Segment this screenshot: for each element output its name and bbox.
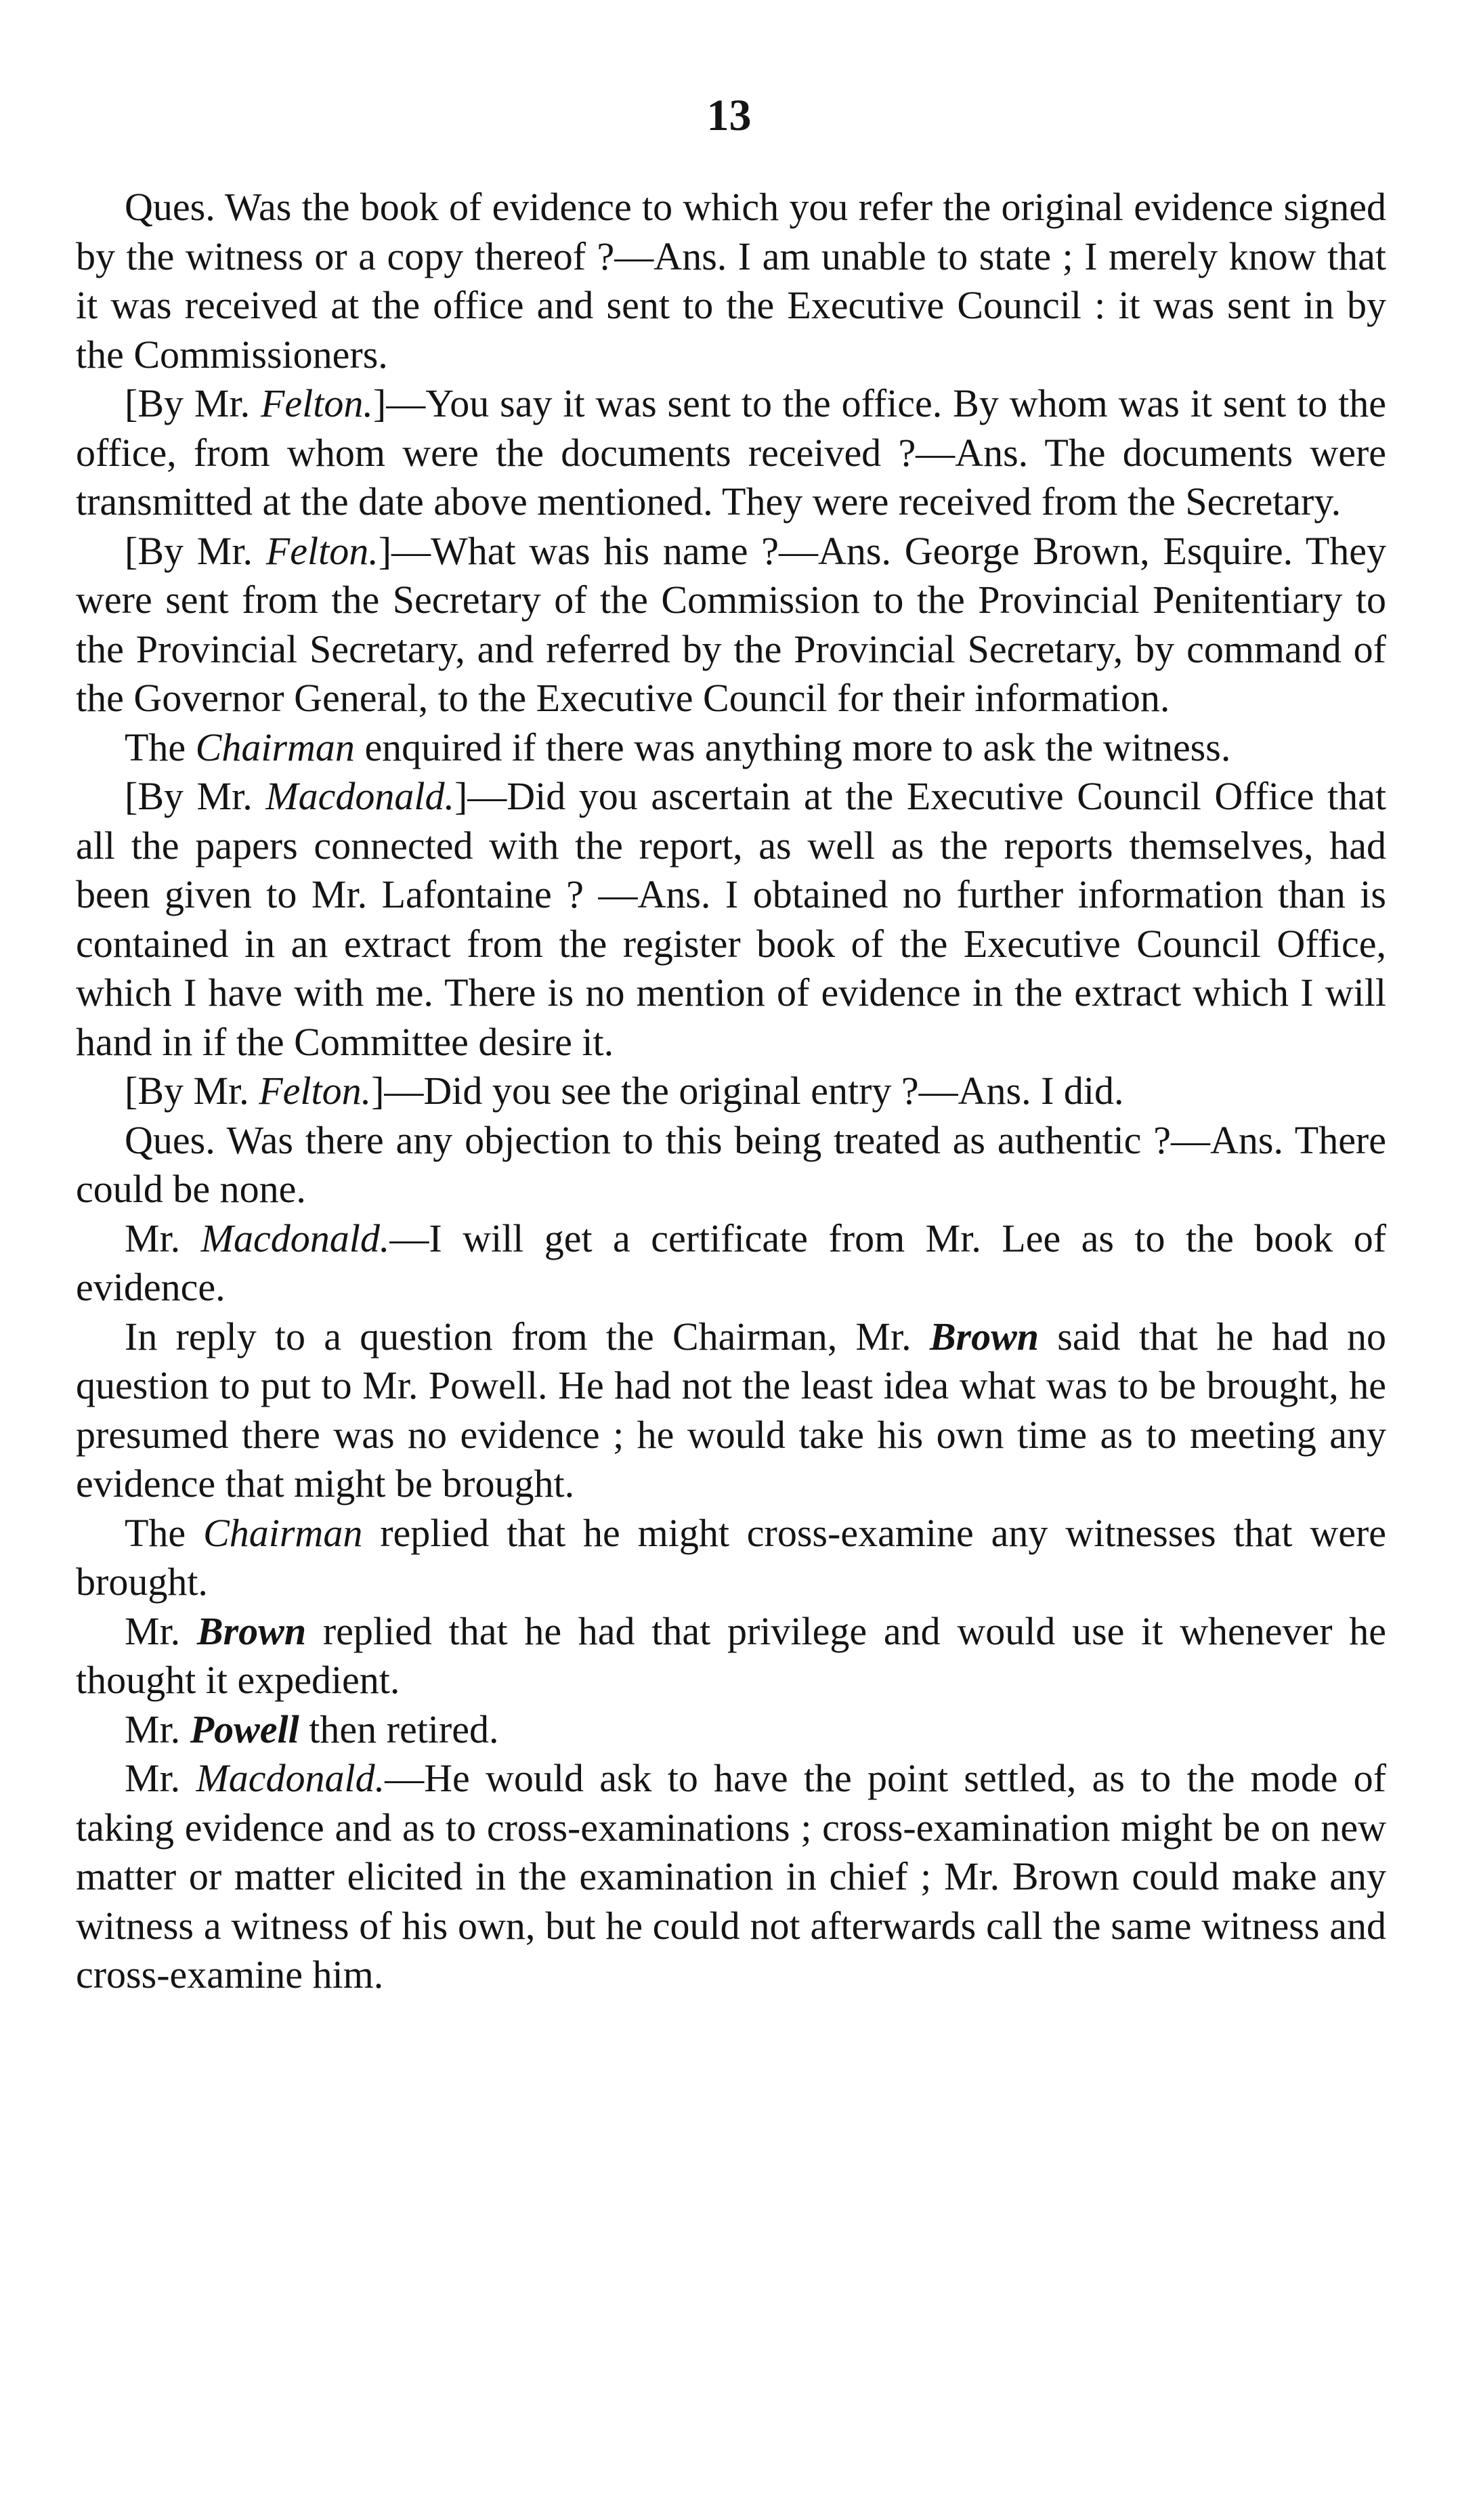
body-text	[76, 183, 1386, 2000]
text-run: replied that he had that privilege and would use it whenever he thought it expedient.	[76, 1608, 1386, 1702]
italic-name: Felton.	[259, 1069, 372, 1113]
italic-name: Macdonald.	[200, 1216, 390, 1260]
text-run: ]—Did you ascertain at the Executive Council Office that all the papers connected with the report, as well as the reports themselves, had been given to Mr. Lafontaine ? —Ans. I obtained no further information than is contained in an extract from the register book of the Executive Council Office, which I have with me. There is no mention of evidence in the extract which I will hand in if the Committee desire it.	[76, 774, 1387, 1064]
italic-name: Macdonald.	[265, 774, 454, 818]
paragraph	[76, 379, 1386, 527]
paragraph	[76, 772, 1386, 1067]
text-run: then retired.	[299, 1707, 499, 1751]
text-run: enquired if there was anything more to ask the witness.	[354, 725, 1231, 769]
text-run: replied that he might cross-examine any witnesses that were brought.	[76, 1510, 1387, 1604]
text-run: Mr.	[125, 1707, 190, 1751]
italic-name: Chairman	[203, 1510, 363, 1555]
text-run: ]—Did you see the original entry ?—Ans. I did.	[371, 1069, 1124, 1113]
text-run: Mr.	[125, 1216, 201, 1260]
paragraph	[76, 723, 1386, 773]
paragraph	[76, 1312, 1386, 1509]
paragraph	[76, 183, 1386, 379]
text-run: Mr.	[125, 1756, 196, 1800]
text-run: [By Mr.	[125, 381, 261, 425]
text-run: said that he had no question to put to Mr. Powell. He had not the least idea what was to be brought, he presumed there was no evidence ; he would take his own time as to meeting any evidence that might be brought.	[76, 1314, 1386, 1505]
paragraph	[76, 1705, 1386, 1755]
paragraph	[76, 1509, 1386, 1607]
text-run: —I will get a certificate from Mr. Lee as to the book of evidence.	[76, 1216, 1387, 1309]
text-run: [By Mr.	[125, 774, 266, 818]
text-run: [By Mr.	[125, 1069, 259, 1113]
bold-italic-name: Brown	[196, 1608, 307, 1653]
italic-name: Felton.	[265, 528, 379, 573]
text-run: Ques. Was there any objection to this being treated as authentic ?—Ans. There could be none.	[76, 1117, 1386, 1211]
bold-italic-name: Brown	[929, 1314, 1039, 1359]
italic-name: Felton.	[260, 381, 373, 425]
text-run: In reply to a question from the Chairman, Mr.	[125, 1314, 930, 1359]
paragraph	[76, 1754, 1386, 2000]
text-run: Mr.	[125, 1608, 197, 1653]
bold-italic-name: Powell	[190, 1707, 299, 1751]
text-run: The	[125, 1510, 204, 1555]
paragraph	[76, 1067, 1386, 1116]
text-run: The	[125, 725, 196, 769]
text-run: —He would ask to have the point settled, as to the mode of taking evidence and as to cross-examinations ; cross-examination might be on new matter or matter elicited in the examination in chief ; Mr. Brown could make any witness a witness of his own, but he could not afterwards call the same witness and cross-examine him.	[76, 1756, 1386, 1996]
italic-name: Chairman	[195, 725, 355, 769]
text-run: ]—You say it was sent to the office. By whom was it sent to the office, from whom were the documents received ?—Ans. The documents were transmitted at the date above mentioned. They were received from the Secretary.	[76, 381, 1387, 524]
paragraph	[76, 1116, 1386, 1214]
paragraph	[76, 1607, 1386, 1705]
text-run: [By Mr.	[125, 528, 266, 573]
text-run: ]—What was his name ?—Ans. George Brown, Esquire. They were sent from the Secretary of the Commission to the Provincial Penitentiary to the Provincial Secretary, and referred by the Provincial Secretary, by command of the Governor General, to the Executive Council for their information.	[76, 528, 1387, 720]
paragraph	[76, 1214, 1386, 1312]
italic-name: Macdonald.	[196, 1756, 385, 1800]
paragraph	[76, 527, 1386, 723]
text-run: Ques. Was the book of evidence to which you refer the original evidence signed by the witness or a copy thereof ?—Ans. I am unable to state ; I merely know that it was received at the office and sent to the Executive Council : it was sent in by the Commissioners.	[76, 185, 1386, 377]
page-number: 13	[706, 91, 752, 140]
